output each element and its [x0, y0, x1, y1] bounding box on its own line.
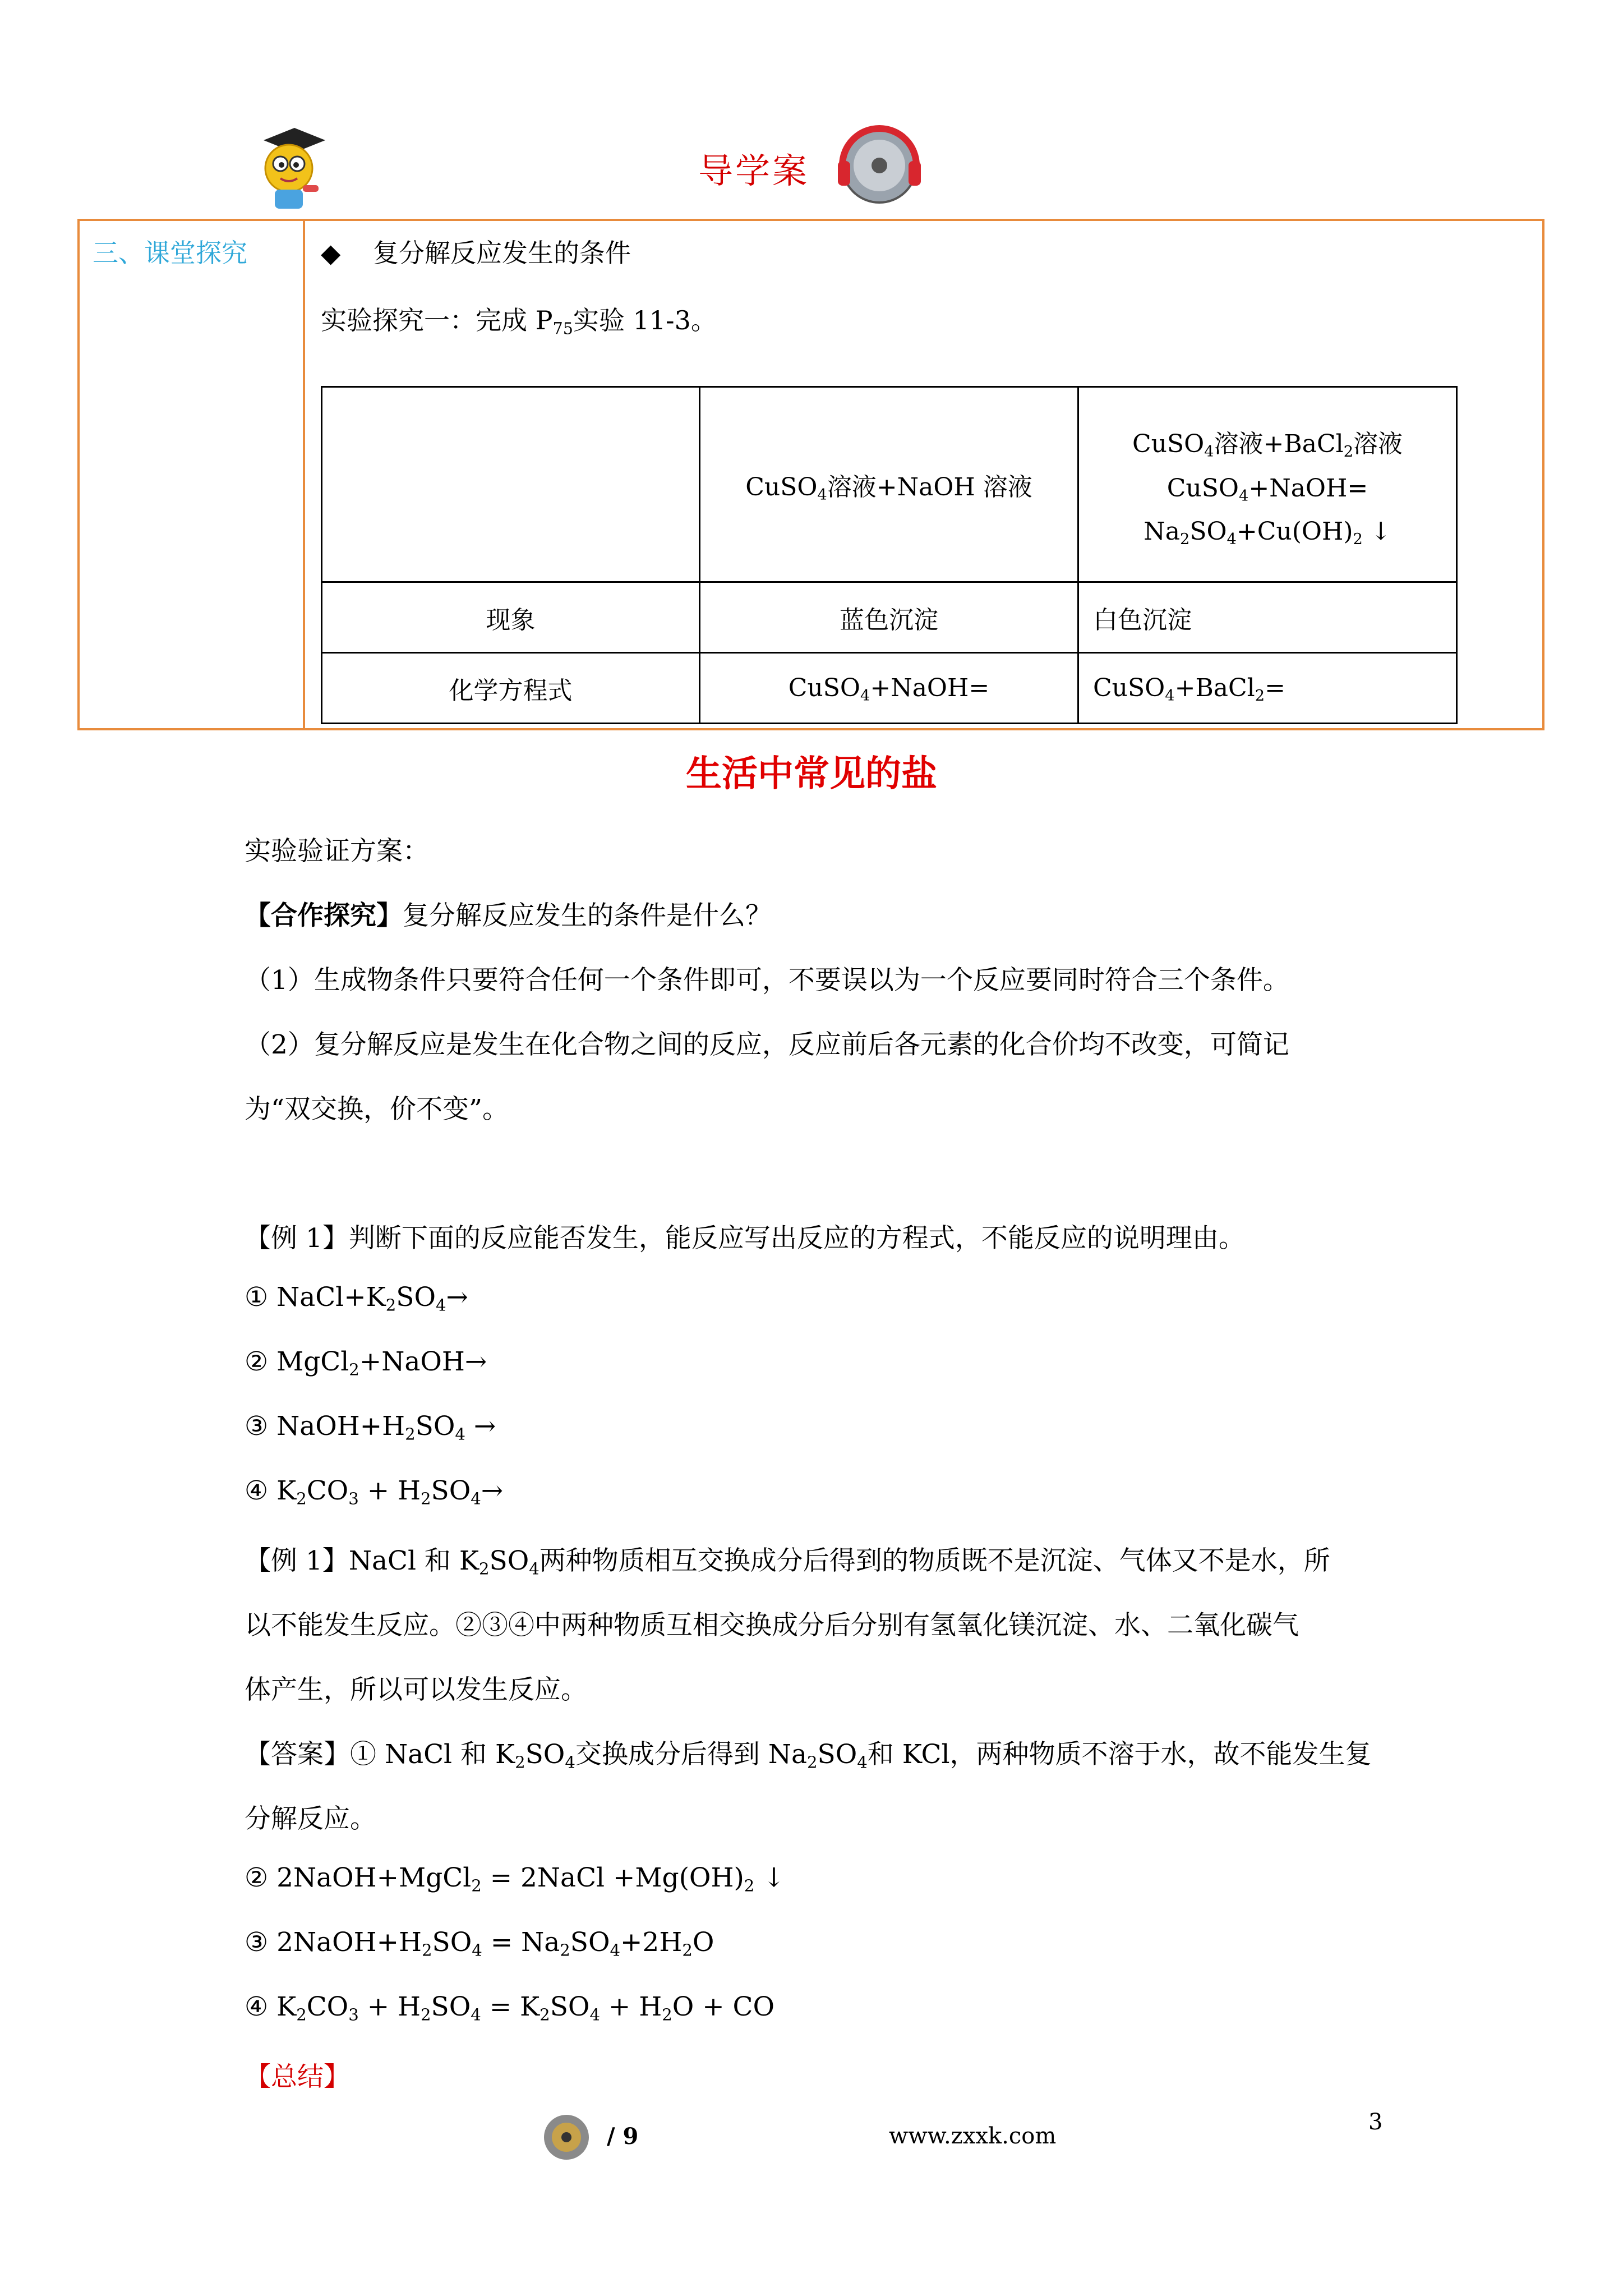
- body-line: ① $NaCl+K_2SO_4\to$: [245, 1282, 468, 1315]
- table-cell-value: CuSO$_4$+BaCl$_2$=: [1078, 653, 1457, 724]
- table-cell-label: 化学方程式: [322, 653, 700, 724]
- diamond-bullet-icon: ◆: [321, 238, 341, 268]
- table-cell-value: 白色沉淀: [1078, 582, 1457, 653]
- body-line: 【例 1】判断下面的反应能否发生，能反应写出反应的方程式，不能反应的说明理由。: [245, 1223, 1245, 1254]
- body-line: （1）生成物条件只要符合任何一个条件即可，不要误以为一个反应要同时符合三个条件。: [245, 965, 1289, 996]
- experiment-line: 实验探究一：完成 $P_{75}$实验 11-3。: [321, 305, 717, 338]
- footer-page-count: / 9: [607, 2123, 639, 2150]
- body-line: 【合作探究】复分解反应发生的条件是什么？: [245, 900, 772, 931]
- topic-text: 复分解反应发生的条件: [373, 238, 631, 268]
- table-cell-value: CuSO$_4$+NaOH=: [700, 653, 1078, 724]
- table-cell-value: 蓝色沉淀: [700, 582, 1078, 653]
- body-line: 以不能发生反应。②③④中两种物质互相交换成分后分别有氢氧化镁沉淀、水、二氧化碳气: [245, 1610, 1299, 1641]
- body-line: ② MgCl$_2$+NaOH→: [245, 1346, 487, 1379]
- body-line: 实验验证方案：: [245, 836, 429, 867]
- experiment-table: [321, 386, 1458, 724]
- header-title: 导学案: [698, 150, 810, 191]
- table-header-row: [322, 387, 1457, 582]
- body-line: ④ $K_2CO_3 + H_2SO_4 = K_2SO_4 + H_2O$ + CO: [245, 1991, 775, 2024]
- music-shop-disc-icon: [834, 121, 924, 210]
- table-row-equation: [322, 653, 1457, 724]
- table-header-cuso4-bacl2: CuSO$_4$溶液+BaCl$_2$溶液 CuSO$_4$+NaOH= $Na_2SO_4+Cu(OH)_2$ ↓: [1078, 387, 1457, 582]
- body-line: （2）复分解反应是发生在化合物之间的反应，反应前后各元素的化合价均不改变，可简记: [245, 1029, 1289, 1060]
- summary-heading: 【总结】: [245, 2062, 350, 2092]
- body-line: ③ $2NaOH+H_2SO_4 = Na_2SO_4+2H_2O$: [245, 1927, 714, 1960]
- disc-icon: [541, 2112, 592, 2162]
- scholar-mascot-icon: [241, 118, 336, 213]
- body-line: 【例 1】NaCl 和 $K_2SO_4$两种物质相互交换成分后得到的物质既不是沉淀、气体又不是水，所: [245, 1545, 1330, 1579]
- body-line: 【答案】① NaCl 和 $K_2SO_4$交换成分后得到 $Na_2SO_4$和 KCl，两种物质不溶于水，故不能发生复: [245, 1739, 1372, 1772]
- section-label: 三、课堂探究: [93, 238, 247, 268]
- table-row-phenomenon: [322, 582, 1457, 653]
- body-line: ③ $NaOH+H_2SO_4$ →: [245, 1411, 496, 1444]
- page-number: 3: [1368, 2109, 1383, 2135]
- frame-divider: [303, 219, 305, 730]
- body-line: 体产生，所以可以发生反应。: [245, 1674, 587, 1705]
- body-line: ④ $K_2CO_3 + H_2SO_4\to$: [245, 1475, 504, 1508]
- table-corner-cell: [322, 387, 700, 582]
- footer-url: www.zxxk.com: [889, 2123, 1057, 2149]
- page-title: 生活中常见的盐: [686, 753, 937, 795]
- body-line: 分解反应。: [245, 1803, 376, 1834]
- topic-line: [321, 233, 631, 270]
- body-line: 为“双交换，价不变”。: [245, 1094, 509, 1125]
- table-cell-label: 现象: [322, 582, 700, 653]
- table-header-cuso4-naoh: CuSO$_4$溶液+NaOH 溶液: [700, 387, 1078, 582]
- body-line: ② 2NaOH+MgCl$_2$ = 2NaCl $+Mg(OH)_2$ ↓: [245, 1862, 785, 1895]
